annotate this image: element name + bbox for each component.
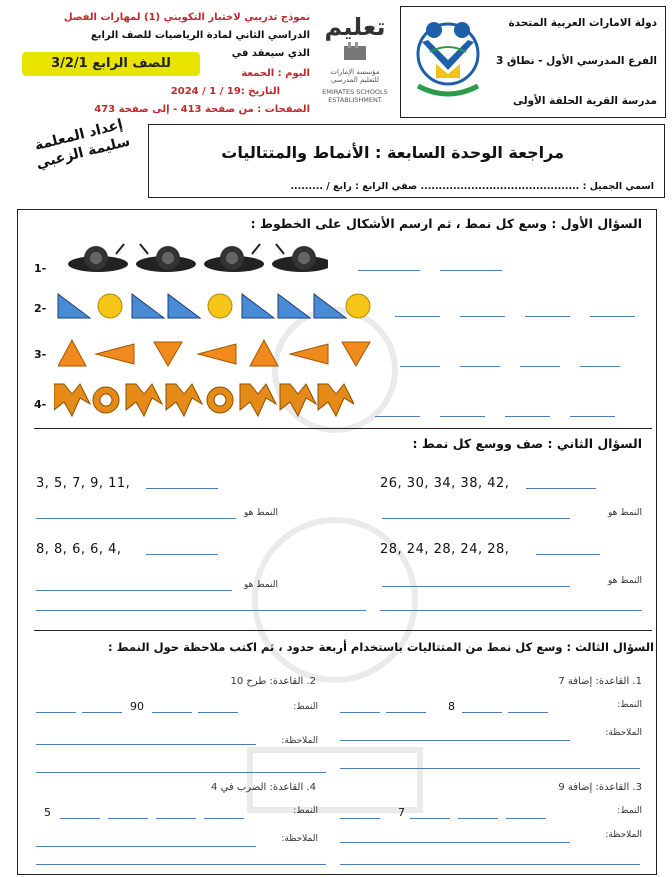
q2-sequence-d: 8, 8, 6, 6, 4, [36,542,122,557]
country-line: دولة الامارات العربية المتحدة [508,17,657,29]
q3-item2-pattern-label: النمط: [293,702,318,712]
student-name-row: اسمي الجميل : ............................................ صفي الرابع : رابع / ......... [290,181,654,192]
q2-sequence-c: 28, 24, 28, 24, 28, [380,542,510,557]
q3-item3-blank-3[interactable] [458,818,498,819]
q3-item3-blank-4[interactable] [506,818,546,819]
q3-item1-pattern-label: النمط: [617,700,642,710]
q2-c-pattern-blank[interactable] [382,586,570,587]
q3-item3-start: 7 [398,806,405,819]
snail-icon [136,244,196,272]
q3-item4-blank-4[interactable] [204,818,244,819]
snail-icon [272,244,328,272]
q1-row-1-label: 1- [34,262,47,275]
q3-item1-note-blank[interactable] [340,740,570,741]
q3-item2-start: 90 [130,700,144,713]
q1-row-3-label: 3- [34,348,47,361]
page-title: مراجعة الوحدة السابعة : الأنماط والمتتاليات [221,143,564,162]
exam-line-2: الدراسي الثاني لمادة الرياضيات للصف الرابع [90,30,310,41]
snail-pattern [58,240,328,276]
q1-divider [34,428,652,429]
teacher-signature: إعداد المعلمة سليمة الزعبي [33,116,132,173]
q3-item3-blank-2[interactable] [410,818,450,819]
q3-item4-note-blank-2[interactable] [36,864,326,865]
q3-item4-note-blank[interactable] [36,846,256,847]
q2-b-pattern-blank[interactable] [36,518,236,519]
q1-row-2-blank-4[interactable] [590,316,635,317]
q3-item4-blank-3[interactable] [156,818,196,819]
q2-c-extra-blank[interactable] [380,610,642,611]
q2-a-pattern-label: النمط هو [608,508,642,518]
q2-b-pattern-label: النمط هو [244,508,278,518]
q1-title: السؤال الأول : وسع كل نمط ، ثم ارسم الأشكال على الخطوط : [250,216,642,231]
exam-line-3: الذي سيعقد في [231,48,310,59]
q1-row-4-blank-3[interactable] [505,416,550,417]
q3-item3-note-label: الملاحظة: [605,830,642,840]
q1-row-2-blank-1[interactable] [395,316,440,317]
q2-seq-b-blank[interactable] [146,488,218,489]
q1-row-2-blank-3[interactable] [525,316,570,317]
q2-sequence-b: 3, 5, 7, 9, 11, [36,476,131,491]
q1-row-1-blank-2[interactable] [440,270,502,271]
q2-d-pattern-label: النمط هو [244,580,278,590]
q3-item3-note-blank-2[interactable] [340,864,640,865]
q3-item3-note-blank[interactable] [340,842,570,843]
q3-item4-start: 5 [44,806,51,819]
snail-icon [204,244,264,272]
q3-title: السؤال الثالث : وسع كل نمط من المتتاليات باستخدام أربعة حدود ، ثم اكتب ملاحظة حول النمط : [108,640,654,654]
q3-item2-blank-4[interactable] [198,712,238,713]
exam-line-1: نموذج تدريبي لاختبار التكويني (1) لمهارات الفصل [63,12,310,23]
q1-row-3-blank-3[interactable] [520,366,560,367]
q2-seq-d-blank[interactable] [146,554,218,555]
zigzag-ring-pattern [54,380,354,420]
q1-row-3-blank-1[interactable] [400,366,440,367]
q2-seq-c-blank[interactable] [536,554,600,555]
logo-mark-icon [320,42,390,64]
q3-item1-note-label: الملاحظة: [605,728,642,738]
q3-item4-rule: 4. القاعدة: الضرب في 4 [211,782,316,793]
q1-row-3-blank-4[interactable] [580,366,620,367]
logo-sub-en-1: EMIRATES SCHOOLS [322,88,388,96]
q3-item2-note-blank[interactable] [36,744,256,745]
q3-item4-pattern-label: النمط: [293,806,318,816]
q1-row-2-blank-2[interactable] [460,316,505,317]
snail-icon [68,244,128,272]
ese-logo [320,8,390,108]
q1-row-1-blank-1[interactable] [358,270,420,271]
logo-text: تعليم [324,13,386,41]
school-logo [408,12,488,107]
q1-row-4-blank-2[interactable] [440,416,485,417]
q2-title: السؤال الثاني : صف ووسع كل نمط : [412,436,642,451]
q2-divider [34,630,652,631]
date-line: التاريخ :19 / 1 / 2024 [170,86,280,97]
logo-sub-en-2: ESTABLISHMENT [328,96,382,104]
triangle-direction-pattern [58,338,378,370]
q3-item2-note-blank-2[interactable] [36,772,326,773]
school-name-line: مدرسة القرية الحلقة الأولى [512,95,657,107]
q1-row-4-blank-4[interactable] [570,416,615,417]
triangle-circle-pattern [56,292,372,320]
day-line: اليوم : الجمعة [241,68,310,79]
q3-item4-note-label: الملاحظة: [281,834,318,844]
q3-item2-rule: 2. القاعدة: طرح 10 [230,676,316,687]
branch-line: الفرع المدرسي الأول - نطاق 3 [496,55,657,67]
q3-item2-blank-2[interactable] [82,712,122,713]
grade-badge [22,52,200,76]
q3-item3-blank-1[interactable] [340,818,380,819]
q3-item1-blank-2[interactable] [386,712,426,713]
q1-row-3-blank-2[interactable] [460,366,500,367]
q2-c-pattern-label: النمط هو [608,576,642,586]
q2-sequence-a: 26, 30, 34, 38, 42, [380,476,510,491]
q2-seq-a-blank[interactable] [526,488,596,489]
logo-sub-ar: مؤسسة الإمارات للتعليم المدرسي [330,68,380,84]
q2-d-pattern-blank[interactable] [36,590,232,591]
q3-item4-blank-1[interactable] [60,818,100,819]
q1-row-4-label: 4- [34,398,47,411]
grade-badge-text: للصف الرابع 3/2/1 [51,56,171,71]
q3-item4-blank-2[interactable] [108,818,148,819]
q1-row-2-label: 2- [34,302,47,315]
q3-item1-start: 8 [448,700,455,713]
pages-line: الصفحات : من صفحة 413 - إلى صفحة 473 [94,104,310,115]
q3-item1-rule: 1. القاعدة: إضافة 7 [558,676,642,687]
q3-item1-blank-3[interactable] [462,712,502,713]
q3-item3-rule: 3. القاعدة: إضافة 9 [558,782,642,793]
q1-row-4-blank-1[interactable] [375,416,420,417]
q2-a-pattern-blank[interactable] [382,518,570,519]
q3-item2-blank-3[interactable] [152,712,192,713]
q2-d-extra-blank[interactable] [36,610,366,611]
q3-item1-blank-1[interactable] [340,712,380,713]
title-box [148,124,665,198]
q3-item3-pattern-label: النمط: [617,806,642,816]
q3-item1-note-blank-2[interactable] [340,768,640,769]
q3-item2-blank-1[interactable] [36,712,76,713]
q3-item1-blank-4[interactable] [508,712,548,713]
q3-item2-note-label: الملاحظة: [281,736,318,746]
